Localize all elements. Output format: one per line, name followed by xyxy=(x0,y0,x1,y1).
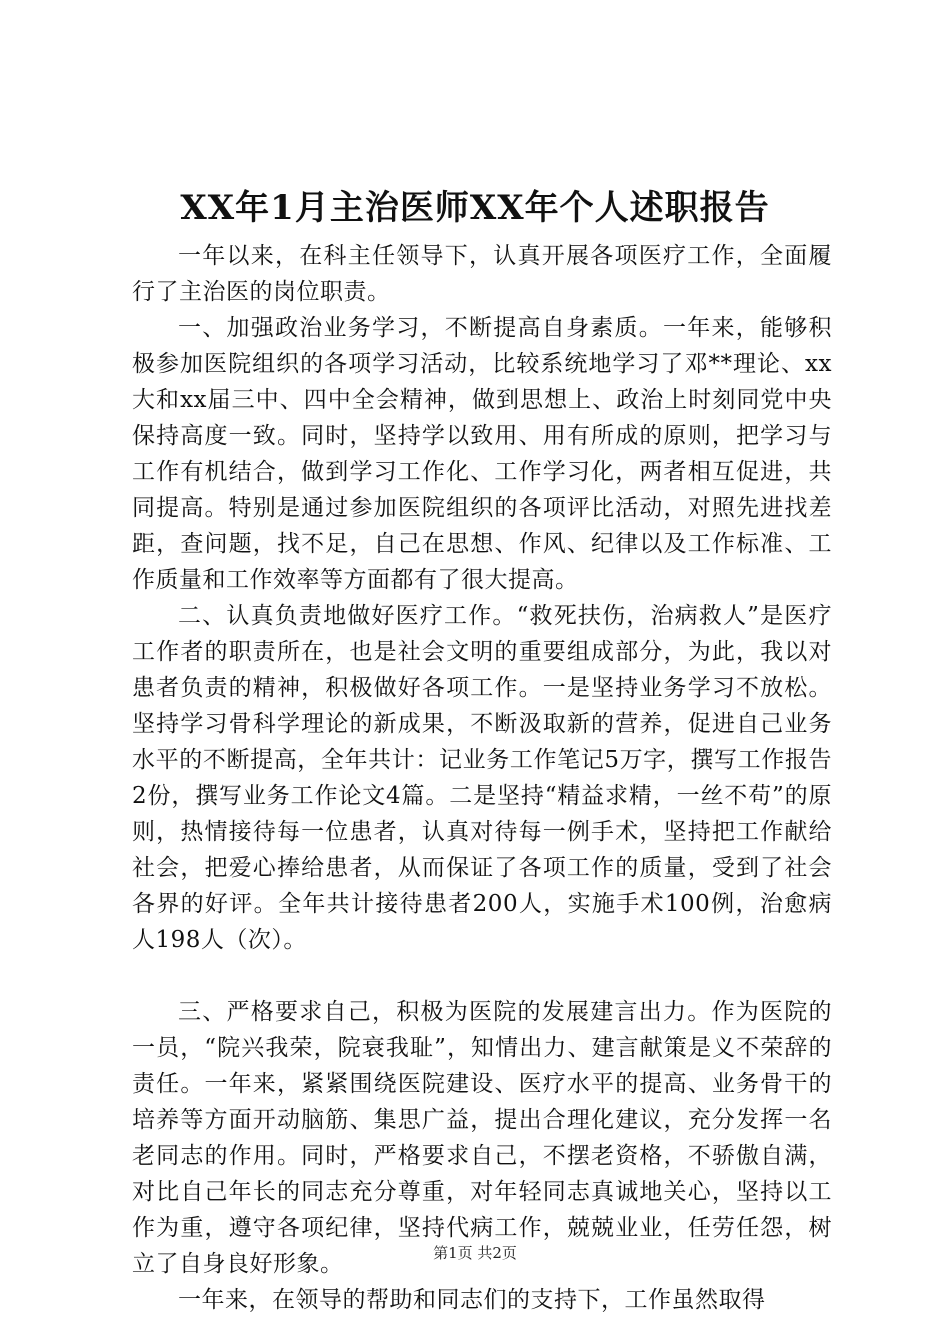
page-number-footer: 第1页 共2页 xyxy=(433,1244,517,1262)
paragraph-section-1: 一、加强政治业务学习，不断提高自身素质。一年来，能够积极参加医院组织的各项学习活动，比较系统地学习了邓**理论、xx大和xx届三中、四中全会精神，做到思想上、政治上时刻同党中央保持高度一致。同时，坚持学以致用、用有所成的原则，把学习与工作有机结合，做到学习工作化、工作学习化，两者相互促进，共同提高。特别是通过参加医院组织的各项评比活动，对照先进找差距，查问题，找不足，自己在思想、作风、纪律以及工作标准、工作质量和工作效率等方面都有了很大提高。 xyxy=(132,315,832,593)
document-title: XX年1月主治医师XX年个人述职报告 xyxy=(180,188,770,228)
paragraph-section-3: 三、严格要求自己，积极为医院的发展建言出力。作为医院的一员，“院兴我荣，院衰我耻”，知情出力、建言献策是义不荣辞的责任。一年来，紧紧围绕医院建设、医疗水平的提高、业务骨干的培养等方面开动脑筋、集思广益，提出合理化建议，充分发挥一名老同志的作用。同时，严格要求自己，不摆老资格，不骄傲自满，对比自己年长的同志充分尊重，对年轻同志真诚地关心，坚持以工作为重，遵守各项纪律，坚持代病工作，兢兢业业，任劳任怨，树立了自身良好形象。 xyxy=(132,999,832,1277)
paragraph-closing: 一年来，在领导的帮助和同志们的支持下，工作虽然取得 xyxy=(178,1287,766,1313)
paragraph-intro: 一年以来，在科主任领导下，认真开展各项医疗工作，全面履行了主治医的岗位职责。 xyxy=(132,243,832,305)
paragraph-spacer xyxy=(132,958,832,994)
document-body xyxy=(132,238,832,1318)
paragraph-section-2: 二、认真负责地做好医疗工作。“救死扶伤，治病救人”是医疗工作者的职责所在，也是社会文明的重要组成部分，为此，我以对患者负责的精神，积极做好各项工作。一是坚持业务学习不放松。坚持学习骨科学理论的新成果，不断汲取新的营养，促进自己业务水平的不断提高，全年共计：记业务工作笔记5万字，撰写工作报告2份，撰写业务工作论文4篇。二是坚持“精益求精，一丝不苟”的原则，热情接待每一位患者，认真对待每一例手术，坚持把工作献给社会，把爱心捧给患者，从而保证了各项工作的质量，受到了社会各界的好评。全年共计接待患者200人，实施手术100例，治愈病人198人（次）。 xyxy=(132,603,832,953)
